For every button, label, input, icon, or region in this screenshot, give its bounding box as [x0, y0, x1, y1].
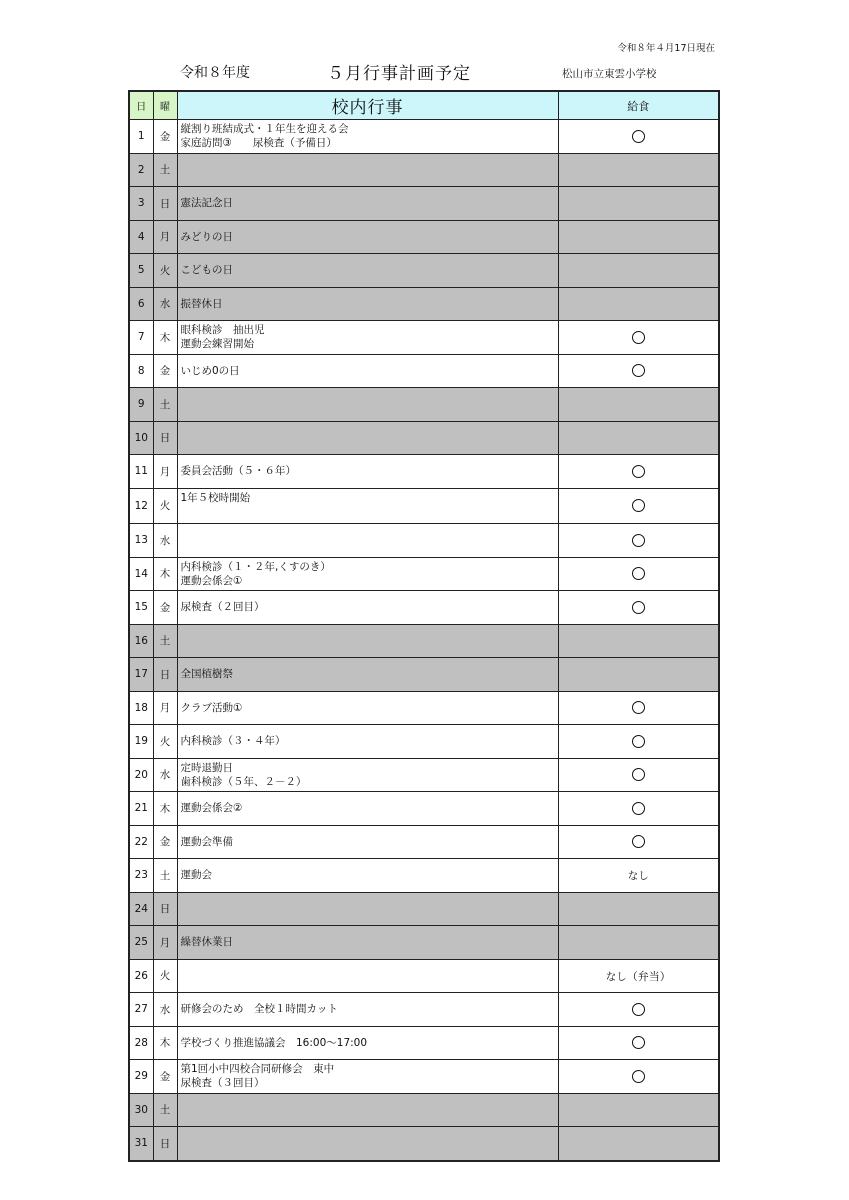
events-cell [177, 792, 558, 826]
events-cell [177, 254, 558, 288]
table-row [129, 1127, 719, 1161]
weekday-cell: 日 [153, 1127, 177, 1161]
event-line: 1年５校時開始 [180, 491, 251, 504]
weekday-cell: 木 [153, 1026, 177, 1060]
as-of-date: 令和８年４月17日現在 [617, 43, 715, 54]
table-row [129, 1060, 719, 1094]
lunch-cell [558, 658, 719, 692]
table-row [129, 1026, 719, 1060]
lunch-cell [558, 624, 719, 658]
event-line: 第1回小中四校合同研修会 東中 [180, 1063, 335, 1076]
day-cell: 15 [129, 591, 153, 625]
table-row [129, 1093, 719, 1127]
day-cell: 8 [129, 354, 153, 388]
table-row [129, 859, 719, 893]
event-line: 眼科検診 抽出児 [180, 324, 265, 337]
lunch-cell [558, 321, 719, 355]
day-cell: 30 [129, 1093, 153, 1127]
lunch-cell [558, 488, 719, 524]
event-line: 学校づくり推進協議会 16:00～17:00 [180, 1036, 368, 1049]
weekday-cell: 日 [153, 892, 177, 926]
event-line: 研修会のため 全校１時間カット [180, 1003, 338, 1016]
table-row [129, 120, 719, 154]
weekday-cell: 水 [153, 993, 177, 1027]
weekday-cell: 火 [153, 959, 177, 993]
column-header-lunch: 給食 [558, 91, 719, 120]
lunch-cell [558, 725, 719, 759]
weekday-cell: 木 [153, 557, 177, 591]
day-cell: 23 [129, 859, 153, 893]
events-cell [177, 354, 558, 388]
event-line: 運動会係会① [180, 574, 243, 587]
weekday-cell: 月 [153, 691, 177, 725]
events-cell [177, 120, 558, 154]
lunch-served-icon [632, 130, 645, 143]
school-name: 松山市立東雲小学校 [562, 68, 657, 80]
lunch-status: なし [605, 970, 627, 983]
day-cell: 11 [129, 455, 153, 489]
event-line: 憲法記念日 [180, 197, 233, 210]
lunch-served-icon [632, 735, 645, 748]
day-cell: 16 [129, 624, 153, 658]
lunch-cell [558, 187, 719, 221]
day-cell: 10 [129, 421, 153, 455]
lunch-served-icon [632, 331, 645, 344]
lunch-cell [558, 388, 719, 422]
event-line: こどもの日 [180, 264, 233, 277]
event-line: 繰替休業日 [180, 936, 233, 949]
event-line: クラブ活動① [180, 701, 243, 714]
lunch-cell [558, 591, 719, 625]
day-cell: 12 [129, 488, 153, 524]
events-cell [177, 557, 558, 591]
lunch-cell [558, 120, 719, 154]
lunch-note: （弁当） [626, 969, 671, 983]
events-cell [177, 524, 558, 558]
day-cell: 24 [129, 892, 153, 926]
event-line: 委員会活動（５・６年） [180, 465, 296, 478]
lunch-served-icon [632, 768, 645, 781]
weekday-cell: 金 [153, 354, 177, 388]
events-cell [177, 220, 558, 254]
day-cell: 5 [129, 254, 153, 288]
table-row [129, 825, 719, 859]
event-line: 縦割り班結成式・１年生を迎える会 [180, 123, 349, 136]
weekday-cell: 木 [153, 792, 177, 826]
events-cell [177, 993, 558, 1027]
page-title: ５月行事計画予定 [327, 64, 471, 84]
lunch-served-icon [632, 1070, 645, 1083]
fiscal-year: 令和８年度 [180, 65, 250, 81]
weekday-cell: 土 [153, 859, 177, 893]
table-row [129, 153, 719, 187]
table-row [129, 691, 719, 725]
lunch-served-icon [632, 601, 645, 614]
event-line: 運動会 [180, 869, 212, 882]
events-cell [177, 758, 558, 792]
table-row [129, 557, 719, 591]
event-line: 家庭訪問③ 尿検査（予備日） [180, 137, 337, 150]
events-cell [177, 153, 558, 187]
lunch-cell [558, 758, 719, 792]
table-row [129, 388, 719, 422]
events-cell [177, 624, 558, 658]
weekday-cell: 金 [153, 825, 177, 859]
lunch-cell [558, 691, 719, 725]
schedule-table [128, 90, 720, 1162]
table-row [129, 758, 719, 792]
day-cell: 25 [129, 926, 153, 960]
weekday-cell: 土 [153, 153, 177, 187]
lunch-cell [558, 959, 719, 993]
event-line: 尿検査（２回目） [180, 601, 265, 614]
weekday-cell: 月 [153, 455, 177, 489]
lunch-served-icon [632, 701, 645, 714]
lunch-served-icon [632, 567, 645, 580]
column-header-weekday: 曜 [153, 91, 177, 120]
event-line: 全国植樹祭 [180, 668, 233, 681]
day-cell: 20 [129, 758, 153, 792]
day-cell: 18 [129, 691, 153, 725]
events-cell [177, 892, 558, 926]
events-cell [177, 725, 558, 759]
lunch-cell [558, 455, 719, 489]
weekday-cell: 水 [153, 524, 177, 558]
day-cell: 14 [129, 557, 153, 591]
day-cell: 19 [129, 725, 153, 759]
lunch-served-icon [632, 534, 645, 547]
lunch-cell [558, 1026, 719, 1060]
day-cell: 31 [129, 1127, 153, 1161]
table-row [129, 321, 719, 355]
event-line: 内科検診（１・２年,くすのき） [180, 560, 331, 573]
event-line: 定時退勤日 [180, 761, 233, 774]
events-cell [177, 1060, 558, 1094]
weekday-cell: 土 [153, 388, 177, 422]
day-cell: 3 [129, 187, 153, 221]
weekday-cell: 水 [153, 287, 177, 321]
weekday-cell: 土 [153, 1093, 177, 1127]
table-row [129, 187, 719, 221]
day-cell: 7 [129, 321, 153, 355]
events-cell [177, 488, 558, 524]
table-row [129, 287, 719, 321]
events-cell [177, 825, 558, 859]
event-line: 尿検査（３回目） [180, 1077, 265, 1090]
lunch-cell [558, 287, 719, 321]
day-cell: 6 [129, 287, 153, 321]
day-cell: 22 [129, 825, 153, 859]
weekday-cell: 金 [153, 120, 177, 154]
events-cell [177, 187, 558, 221]
event-line: 運動会係会② [180, 802, 243, 815]
table-row [129, 455, 719, 489]
event-line: 運動会準備 [180, 835, 233, 848]
weekday-cell: 火 [153, 488, 177, 524]
lunch-cell [558, 354, 719, 388]
events-cell [177, 455, 558, 489]
weekday-cell: 月 [153, 926, 177, 960]
table-row [129, 624, 719, 658]
day-cell: 17 [129, 658, 153, 692]
lunch-served-icon [632, 1036, 645, 1049]
lunch-cell [558, 792, 719, 826]
day-cell: 2 [129, 153, 153, 187]
lunch-cell [558, 1093, 719, 1127]
table-row [129, 993, 719, 1027]
event-line: みどりの日 [180, 230, 233, 243]
table-row [129, 220, 719, 254]
event-line: 内科検診（３・４年） [180, 735, 286, 748]
table-row [129, 421, 719, 455]
events-cell [177, 691, 558, 725]
weekday-cell: 火 [153, 254, 177, 288]
day-cell: 4 [129, 220, 153, 254]
lunch-cell [558, 1060, 719, 1094]
column-header-events: 校内行事 [177, 91, 558, 120]
table-row [129, 725, 719, 759]
day-cell: 28 [129, 1026, 153, 1060]
table-row [129, 254, 719, 288]
event-line: いじめ0の日 [180, 364, 240, 377]
table-row [129, 488, 719, 524]
lunch-served-icon [632, 835, 645, 848]
table-row [129, 591, 719, 625]
weekday-cell: 日 [153, 421, 177, 455]
day-cell: 26 [129, 959, 153, 993]
lunch-served-icon [632, 465, 645, 478]
weekday-cell: 金 [153, 1060, 177, 1094]
table-row [129, 926, 719, 960]
lunch-cell [558, 220, 719, 254]
lunch-cell [558, 421, 719, 455]
day-cell: 21 [129, 792, 153, 826]
lunch-status: なし [627, 869, 649, 882]
event-line: 運動会練習開始 [180, 338, 254, 351]
lunch-cell [558, 557, 719, 591]
lunch-cell [558, 926, 719, 960]
table-row [129, 792, 719, 826]
event-line: 歯科検診（５年、２－２） [180, 775, 307, 788]
weekday-cell: 水 [153, 758, 177, 792]
events-cell [177, 388, 558, 422]
day-cell: 1 [129, 120, 153, 154]
weekday-cell: 火 [153, 725, 177, 759]
table-row [129, 354, 719, 388]
events-cell [177, 926, 558, 960]
lunch-cell [558, 825, 719, 859]
day-cell: 13 [129, 524, 153, 558]
lunch-served-icon [632, 802, 645, 815]
weekday-cell: 月 [153, 220, 177, 254]
events-cell [177, 959, 558, 993]
lunch-cell [558, 1127, 719, 1161]
lunch-cell [558, 993, 719, 1027]
day-cell: 9 [129, 388, 153, 422]
events-cell [177, 321, 558, 355]
table-header-row [129, 91, 719, 120]
event-line: 振替休日 [180, 297, 223, 310]
events-cell [177, 421, 558, 455]
table-row [129, 658, 719, 692]
events-cell [177, 591, 558, 625]
lunch-served-icon [632, 364, 645, 377]
day-cell: 29 [129, 1060, 153, 1094]
column-header-day: 日 [129, 91, 153, 120]
weekday-cell: 日 [153, 187, 177, 221]
day-cell: 27 [129, 993, 153, 1027]
table-row [129, 892, 719, 926]
weekday-cell: 日 [153, 658, 177, 692]
lunch-cell [558, 153, 719, 187]
events-cell [177, 1093, 558, 1127]
table-row [129, 959, 719, 993]
lunch-cell [558, 254, 719, 288]
lunch-cell [558, 892, 719, 926]
events-cell [177, 658, 558, 692]
weekday-cell: 木 [153, 321, 177, 355]
events-cell [177, 1026, 558, 1060]
weekday-cell: 金 [153, 591, 177, 625]
table-row [129, 524, 719, 558]
lunch-served-icon [632, 1003, 645, 1016]
events-cell [177, 1127, 558, 1161]
lunch-served-icon [632, 499, 645, 512]
events-cell [177, 287, 558, 321]
weekday-cell: 土 [153, 624, 177, 658]
lunch-cell [558, 524, 719, 558]
events-cell [177, 859, 558, 893]
lunch-cell [558, 859, 719, 893]
